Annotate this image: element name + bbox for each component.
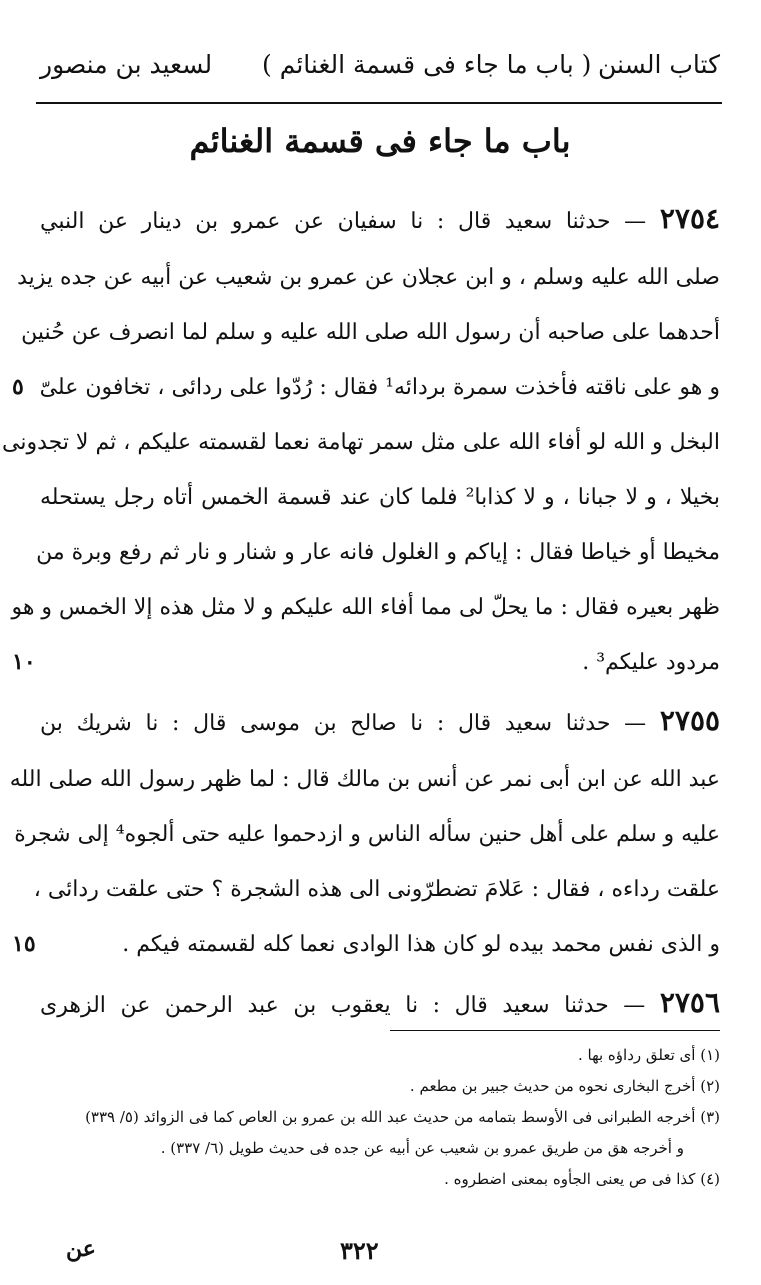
line-number-15: ١٥ (12, 931, 36, 957)
line-number-10: ١٠ (12, 649, 36, 675)
hadith-2755-line-5 (12, 917, 720, 972)
hadith-2755-line-1 (40, 690, 720, 752)
hadith-text: و هو على ناقته فأخذت سمرة بردائه¹ فقال : رُدّوا على ردائى ، تخافون علىّ (39, 375, 720, 400)
hadith-2754-line-1 (40, 188, 720, 250)
hadith-text: — حدثنا سعيد قال : نا سفيان عن عمرو بن دينار عن النبي (40, 209, 647, 234)
running-header (40, 50, 720, 100)
hadith-number: ٢٧٥٥ (659, 704, 721, 737)
header-author: لسعيد بن منصور (40, 50, 213, 79)
footnote-4: (٤) كذا فى ص يعنى الجأوه بمعنى اضطروه . (444, 1170, 720, 1188)
hadith-2754-line-4 (12, 360, 720, 415)
main-text (1, 188, 721, 1034)
hadith-number: ٢٧٥٤ (659, 202, 721, 235)
hadith-2754-line-2: صلى الله عليه وسلم ، و ابن عجلان عن عمرو بن شعيب عن أبيه عن جده يزيد (17, 265, 720, 290)
hadith-2754-line-8: ظهر بعيره فقال : ما يحلّ لى مما أفاء الله عليكم و لا مثل هذه إلا الخمس و هو (11, 595, 720, 620)
footnote-2: (٢) أخرج البخارى نحوه من حديث جبير بن مطعم . (409, 1077, 720, 1095)
footnotes (40, 1040, 720, 1195)
hadith-number: ٢٧٥٦ (659, 986, 720, 1019)
hadith-text: — حدثنا سعيد قال : نا يعقوب بن عبد الرحمن عن الزهرى (40, 993, 646, 1018)
hadith-2755-line-4: علقت رداءه ، فقال : عَلامَ تضطرّونى الى هذه الشجرة ؟ حتى علقت ردائى ، (33, 877, 720, 902)
hadith-text: مردود عليكم³ . (582, 650, 720, 675)
hadith-text: و الذى نفس محمد بيده لو كان هذا الوادى نعما كله لقسمته فيكم . (122, 932, 720, 957)
header-rule (36, 102, 722, 104)
hadith-text: — حدثنا سعيد قال : نا صالح بن موسى قال : نا شريك بن (40, 711, 647, 736)
hadith-2755-line-2: عبد الله عن ابن أبى نمر عن أنس بن مالك قال : لما ظهر رسول الله صلى الله (9, 767, 720, 792)
hadith-2754-line-9 (12, 635, 720, 690)
chapter-title: باب ما جاء فى قسمة الغنائم (189, 122, 571, 160)
page-number: ٣٢٢ (340, 1236, 379, 1265)
hadith-2754-line-6: بخيلا ، و لا جبانا ، و لا كذابا² فلما كان عند قسمة الخمس أتاه رجل يستحله (40, 485, 720, 510)
header-chapter-title: ( باب ما جاء فى قسمة الغنائم ) (262, 50, 592, 79)
footnote-3-continued: و أخرجه هق من طريق عمرو بن شعيب عن أبيه عن جده فى حديث طويل (٦/ ٣٣٧) . (160, 1139, 684, 1157)
footnote-1: (١) أى تعلق رداؤه بها . (577, 1046, 720, 1064)
footnote-rule (390, 1030, 720, 1031)
line-number-5: ٥ (12, 374, 24, 400)
footnote-3: (٣) أخرجه الطبرانى فى الأوسط بتمامه من حديث عبد الله بن عمرو بن العاص كما فى الزوائد (٥/ ٣٣٩) (85, 1108, 720, 1126)
hadith-2755-line-3: عليه و سلم على أهل حنين سأله الناس و ازدحموا عليه حتى ألجوه⁴ إلى شجرة (14, 822, 720, 847)
hadith-2756-line-1 (40, 972, 720, 1034)
hadith-2754-line-7: مخيطا أو خياطا فقال : إياكم و الغلول فانه عار و شنار و نار ثم رفع وبرة من (36, 540, 720, 565)
hadith-2754-line-5: البخل و الله لو أفاء الله على مثل سمر تهامة نعما لقسمته عليكم ، ثم لا تجدونى (1, 430, 720, 455)
header-book-title: كتاب السنن (598, 50, 720, 79)
hadith-2754-line-3: أحدهما على صاحبه أن رسول الله صلى الله عليه و سلم لما انصرف عن حُنين (21, 320, 720, 345)
catchword: عن (66, 1236, 96, 1262)
